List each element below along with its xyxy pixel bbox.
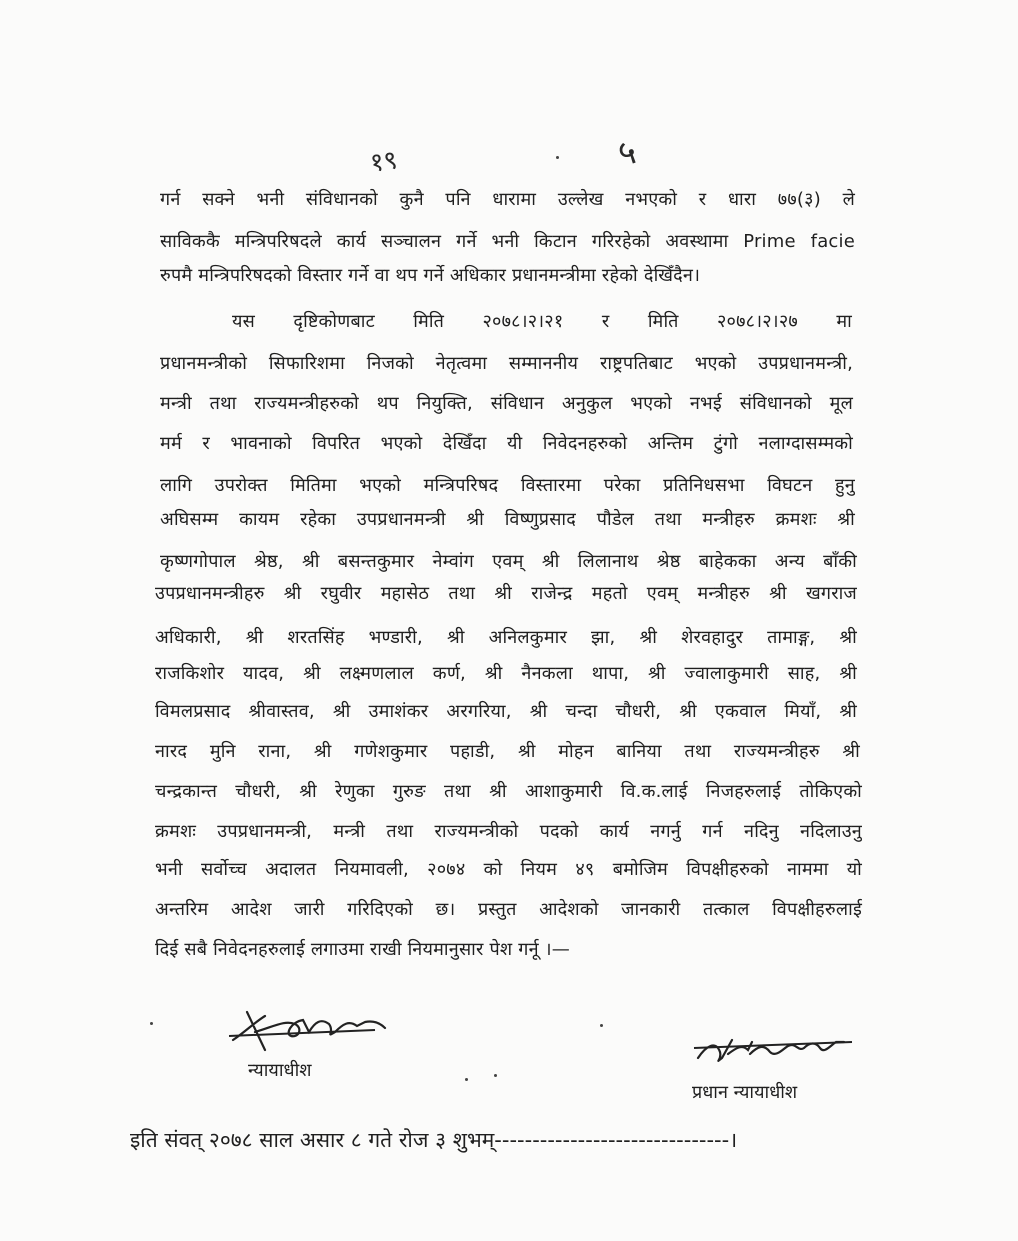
judge-signature [225, 1002, 395, 1062]
chief-justice-label: प्रधान न्यायाधीश [692, 1082, 798, 1103]
judge-label: न्यायाधीश [248, 1060, 312, 1081]
closing-line: इति संवत् २०७८ साल असार ८ गते रोज ३ शुभम्-------------------------------। [130, 1128, 738, 1152]
body-line-6: मन्त्री तथा राज्यमन्त्रीहरुको थप नियुक्ति, संविधान अनुकुल भएको नभई संविधानको मूल [160, 393, 853, 414]
body-line-18: भनी सर्वोच्च अदालत नियमावली, २०७४ को नियम ४९ बमोजिम विपक्षीहरुको नाममा यो [155, 859, 862, 880]
speck [494, 1074, 497, 1077]
handwritten-page-mark-left: १९ [368, 145, 400, 179]
body-line-10: कृष्णगोपाल श्रेष्ठ, श्री बसन्तकुमार नेम्वांग एवम् श्री लिलानाथ श्रेष्ठ बाहेकका अन्य बाँकी [160, 551, 857, 572]
body-line-4: यस दृष्टिकोणबाट मिति २०७८।२।२१ र मिति २०७८।२।२७ मा [232, 311, 852, 332]
body-line-16: चन्द्रकान्त चौधरी, श्री रेणुका गुरुङ तथा श्री आशाकुमारी वि.क.लाई निजहरुलाई तोकिएको [155, 781, 862, 802]
handwritten-page-mark-right: ५ [615, 131, 639, 175]
body-line-5: प्रधानमन्त्रीको सिफारिशमा निजको नेतृत्वमा सम्माननीय राष्ट्रपतिबाट भएको उपप्रधानमन्त्री, [160, 353, 853, 374]
body-line-7: मर्म र भावनाको विपरित भएको देखिँदा यी निवेदनहरुको अन्तिम टुंगो नलाग्दासम्मको [160, 433, 853, 454]
speck [465, 1078, 468, 1081]
speck [150, 1022, 153, 1025]
body-line-12: अधिकारी, श्री शरतसिंह भण्डारी, श्री अनिलकुमार झा, श्री शेरवहादुर तामाङ्ग, श्री [155, 627, 857, 648]
body-line-17: क्रमशः उपप्रधानमन्त्री, मन्त्री तथा राज्यमन्त्रीको पदको कार्य नगर्नु गर्न नदिनु नदिलाउनु [155, 821, 862, 842]
body-line-8: लागि उपरोक्त मितिमा भएको मन्त्रिपरिषद विस्तारमा परेका प्रतिनिधसभा विघटन हुनु [160, 475, 855, 496]
body-line-15: नारद मुनि राना, श्री गणेशकुमार पहाडी, श्री मोहन बानिया तथा राज्यमन्त्रीहरु श्री [155, 741, 860, 762]
body-line-14: विमलप्रसाद श्रीवास्तव, श्री उमाशंकर अरगरिया, श्री चन्दा चौधरी, श्री एकवाल मियाँ, श्री [155, 701, 857, 722]
chief-justice-signature [692, 1018, 862, 1078]
speck [556, 156, 559, 159]
body-line-3: रुपमै मन्त्रिपरिषदको विस्तार गर्ने वा थप गर्ने अधिकार प्रधानमन्त्रीमा रहेको देखिँदैन। [160, 265, 701, 286]
body-line-1: गर्न सक्ने भनी संविधानको कुनै पनि धारामा उल्लेख नभएको र धारा ७७(३) ले [160, 189, 855, 210]
body-line-19: अन्तरिम आदेश जारी गरिदिएको छ। प्रस्तुत आदेशको जानकारी तत्काल विपक्षीहरुलाई [155, 899, 862, 920]
body-line-20: दिई सबै निवेदनहरुलाई लगाउमा राखी नियमानुसार पेश गर्नू ।— [155, 939, 570, 960]
body-line-13: राजकिशोर यादव, श्री लक्ष्मणलाल कर्ण, श्री नैनकला थापा, श्री ज्वालाकुमारी साह, श्री [155, 663, 857, 684]
speck [600, 1024, 603, 1027]
body-line-11: उपप्रधानमन्त्रीहरु श्री रघुवीर महासेठ तथा श्री राजेन्द्र महतो एवम् मन्त्रीहरु श्री खगराज [155, 583, 857, 604]
body-line-9: अघिसम्म कायम रहेका उपप्रधानमन्त्री श्री विष्णुप्रसाद पौडेल तथा मन्त्रीहरु क्रमशः श्री [160, 509, 855, 530]
body-line-2: साविककै मन्त्रिपरिषदले कार्य सञ्चालन गर्ने भनी किटान गरिरहेको अवस्थामा Prime facie [160, 231, 855, 252]
